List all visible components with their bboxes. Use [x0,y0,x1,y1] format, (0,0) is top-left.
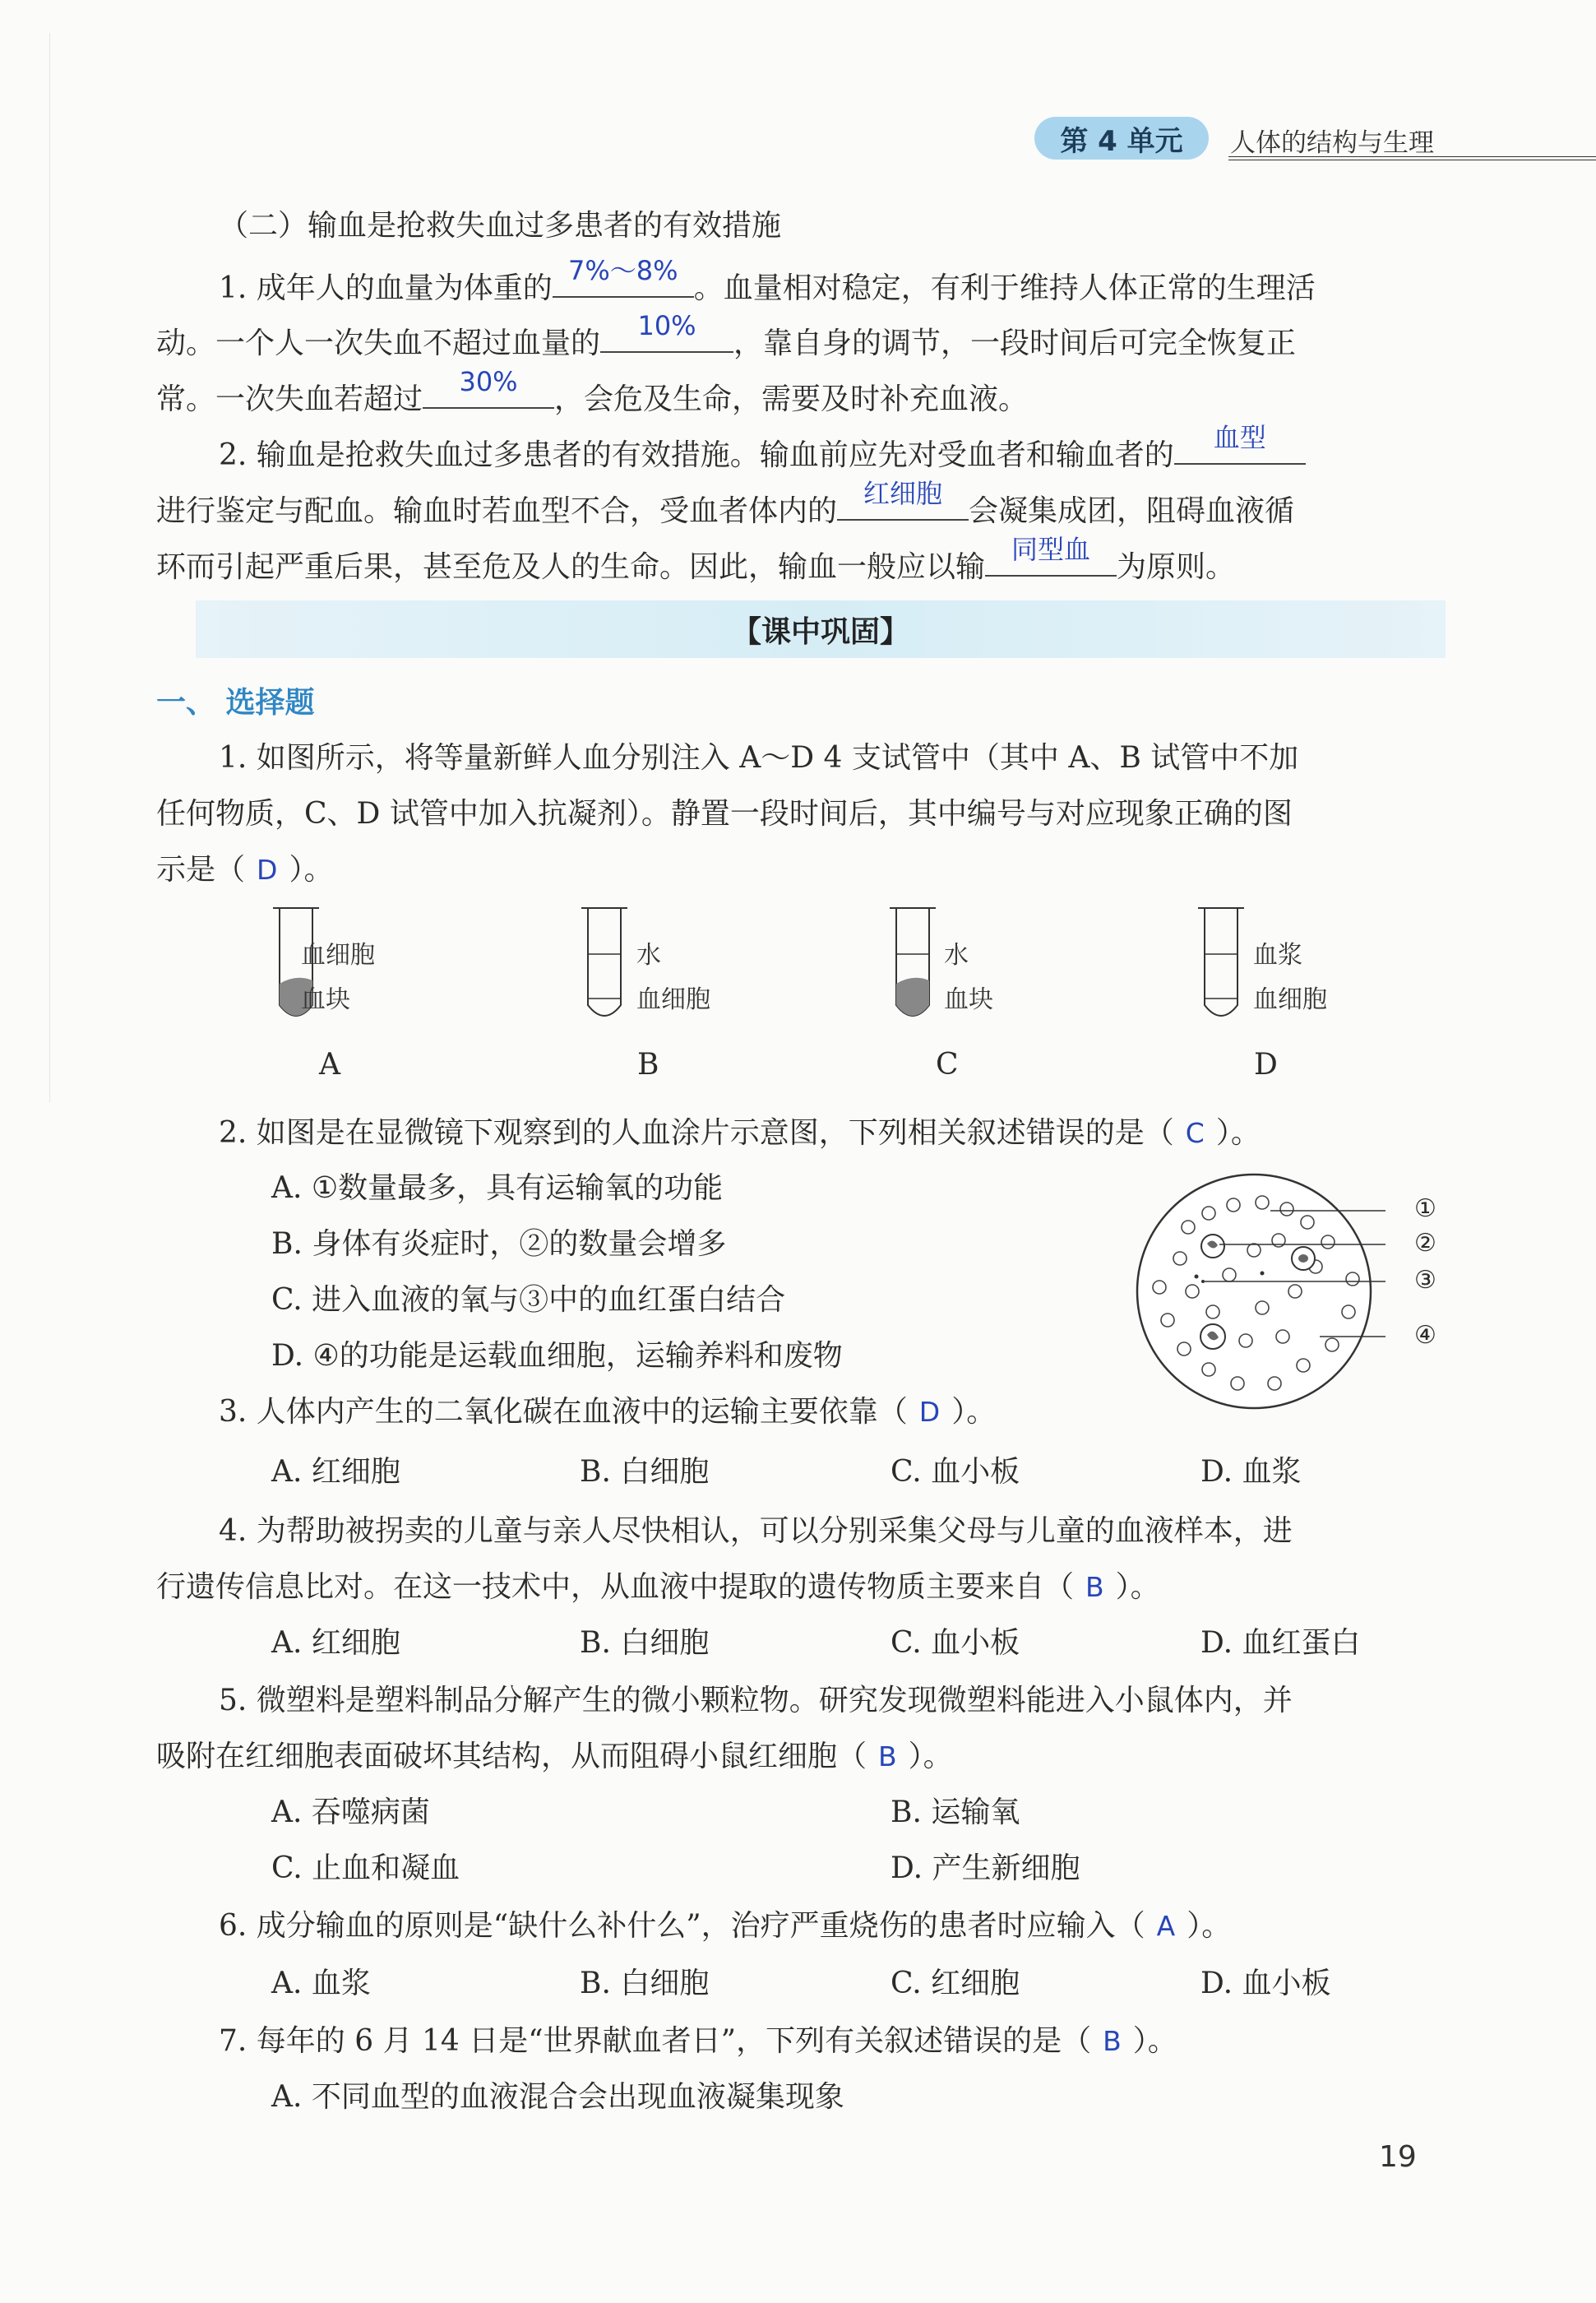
tube-d-letter: D [1254,1048,1278,1082]
section-heading: （二）输血是抢救失血过多患者的有效措施 [219,209,782,243]
handwritten-answer: B [1103,2025,1122,2057]
text: 会凝集成团，阻碍血液循 [969,494,1295,528]
tube-c-top-label: 水 [944,941,969,970]
tube-d-top-label: 血浆 [1253,941,1302,970]
q2-option-c: C. 进入血液的氧与③中的血红蛋白结合 [271,1283,786,1317]
q3-option-c: C. 血小板 [891,1455,1020,1489]
q6-option-c: C. 红细胞 [891,1967,1020,2000]
test-tube-c [888,905,937,1028]
q4-line2 [156,1567,1447,1608]
q6-stem [219,1906,1510,1947]
s2-q2-line2 [156,478,1447,532]
text: 动。一个人一次失血不超过血量的 [156,327,601,360]
text: ，会危及生命，需要及时补充血液。 [554,382,1029,416]
tube-c-letter: C [936,1048,959,1082]
q3-option-d: D. 血浆 [1200,1455,1302,1489]
text: ）。 [951,1395,997,1429]
text: 2. 输血是抢救失血过多患者的有效措施。输血前应先对受血者和输血者的 [219,438,1174,472]
text: 行遗传信息比对。在这一技术中，从血液中提取的遗传物质主要来自（ [156,1570,1075,1604]
unit-title: 人体的结构与生理 [1230,128,1434,158]
text: ）。 [1132,2024,1177,2058]
text: ，靠自身的调节，一段时间后可完全恢复正 [733,327,1297,360]
q5-option-a: A. 吞噬病菌 [271,1796,430,1829]
handwritten-answer: B [1085,1571,1104,1603]
answer-blank [837,478,969,521]
test-tube-figure [247,905,1480,1094]
answer-blank [553,255,694,298]
q7-stem [219,2021,1510,2062]
band-title: 【课中巩固】 [731,615,909,649]
handwritten-answer: 血型 [1213,422,1266,453]
handwritten-answer: 10% [637,310,696,341]
q2-stem [219,1113,1510,1154]
blood-smear-figure [1131,1168,1460,1415]
s2-q1-line3 [156,366,1447,420]
tube-d-bottom-label: 血细胞 [1253,985,1327,1014]
q3-option-b: B. 白细胞 [580,1455,710,1489]
q5-line2 [156,1736,1447,1777]
handwritten-answer: 30% [459,366,518,397]
text: 环而引起严重后果，甚至危及人的生命。因此，输血一般应以输 [156,550,986,584]
test-tube-b [580,905,629,1028]
q1-line2: 任何物质，C、D 试管中加入抗凝剂）。静置一段时间后，其中编号与对应现象正确的图 [156,797,1293,831]
text: ）。 [1215,1116,1261,1150]
tube-b-bottom-label: 血细胞 [636,985,710,1014]
text: ）。 [1187,1909,1232,1943]
s2-q1-line1 [219,255,1510,309]
text: ）。 [908,1740,953,1773]
q3-option-a: A. 红细胞 [271,1455,400,1489]
text: 2. 如图是在显微镜下观察到的人血涂片示意图，下列相关叙述错误的是（ [219,1116,1174,1150]
answer-blank [985,534,1117,577]
tube-c-bottom-label: 血块 [944,985,993,1014]
text: 示是（ [156,853,246,887]
blood-smear-circle [1131,1168,1460,1415]
q5-option-c: C. 止血和凝血 [271,1851,460,1885]
handwritten-answer: D [257,854,278,886]
section-band [196,600,1446,658]
q6-option-a: A. 血浆 [271,1967,371,2000]
tube-b-top-label: 水 [636,941,661,970]
answer-blank [600,310,733,353]
q1-line3 [156,850,1447,891]
tube-b-letter: B [637,1048,659,1082]
text: 为原则。 [1117,550,1236,584]
page-number: 19 [1379,2140,1417,2174]
label-4: ④ [1414,1321,1436,1350]
handwritten-answer: C [1185,1117,1205,1149]
q2-option-d: D. ④的功能是运载血细胞，运输养料和废物 [271,1339,843,1373]
q4-option-c: C. 血小板 [891,1626,1020,1660]
answer-blank [423,366,554,409]
text: 6. 成分输血的原则是“缺什么补什么”，治疗严重烧伤的患者时应输入（ [219,1909,1145,1943]
label-2: ② [1414,1229,1436,1258]
q2-option-b: B. 身体有炎症时，②的数量会增多 [271,1227,727,1261]
page-fold-shadow [49,33,50,1102]
text: 常。一次失血若超过 [156,382,423,416]
text: ）。 [1115,1570,1160,1604]
answer-blank [1174,422,1306,465]
q5-option-d: D. 产生新细胞 [891,1851,1080,1885]
test-tube-d [1196,905,1246,1028]
q4-option-a: A. 红细胞 [271,1626,400,1660]
q7-option-a: A. 不同血型的血液混合会出现血液凝集现象 [271,2080,844,2114]
tube-a-top-label: 血细胞 [301,941,375,970]
handwritten-answer: A [1156,1910,1176,1942]
handwritten-answer: D [918,1396,941,1428]
q3-stem [219,1392,1510,1433]
text: ）。 [289,853,334,887]
q2-option-a: A. ①数量最多，具有运输氧的功能 [271,1171,724,1205]
q1-line1: 1. 如图所示，将等量新鲜人血分别注入 A～D 4 支试管中（其中 A、B 试管中不加 [219,741,1299,775]
section-title: 一、 选择题 [156,686,315,720]
q6-option-b: B. 白细胞 [580,1967,710,2000]
header-rule [1228,156,1596,160]
text: 吸附在红细胞表面破坏其结构，从而阻碍小鼠红细胞（ [156,1740,867,1773]
text: 。血量相对稳定，有利于维持人体正常的生理活 [693,271,1316,305]
label-3: ③ [1414,1266,1436,1295]
text: 1. 成年人的血量为体重的 [219,271,553,305]
text: 7. 每年的 6 月 14 日是“世界献血者日”，下列有关叙述错误的是（ [219,2024,1092,2058]
q4-line1: 4. 为帮助被拐卖的儿童与亲人尽快相认，可以分别采集父母与儿童的血液样本，进 [219,1514,1293,1548]
handwritten-answer: B [878,1740,897,1772]
handwritten-answer: 红细胞 [863,478,943,509]
text: 进行鉴定与配血。输血时若血型不合，受血者体内的 [156,494,838,528]
tube-a-bottom-label: 血块 [301,985,350,1014]
q5-option-b: B. 运输氧 [891,1796,1020,1829]
s2-q2-line1 [219,422,1510,476]
text: 3. 人体内产生的二氧化碳在血液中的运输主要依靠（ [219,1395,908,1429]
unit-badge: 第 4 单元 [1034,117,1209,160]
tube-a-letter: A [319,1048,340,1082]
handwritten-answer: 同型血 [1011,534,1091,565]
label-1: ① [1414,1194,1436,1223]
q5-line1: 5. 微塑料是塑料制品分解产生的微小颗粒物。研究发现微塑料能进入小鼠体内，并 [219,1684,1293,1717]
handwritten-answer: 7%～8% [568,255,678,286]
q4-option-d: D. 血红蛋白 [1200,1626,1361,1660]
q6-option-d: D. 血小板 [1200,1967,1331,2000]
q4-option-b: B. 白细胞 [580,1626,710,1660]
s2-q2-line3 [156,534,1447,588]
s2-q1-line2 [156,310,1447,364]
